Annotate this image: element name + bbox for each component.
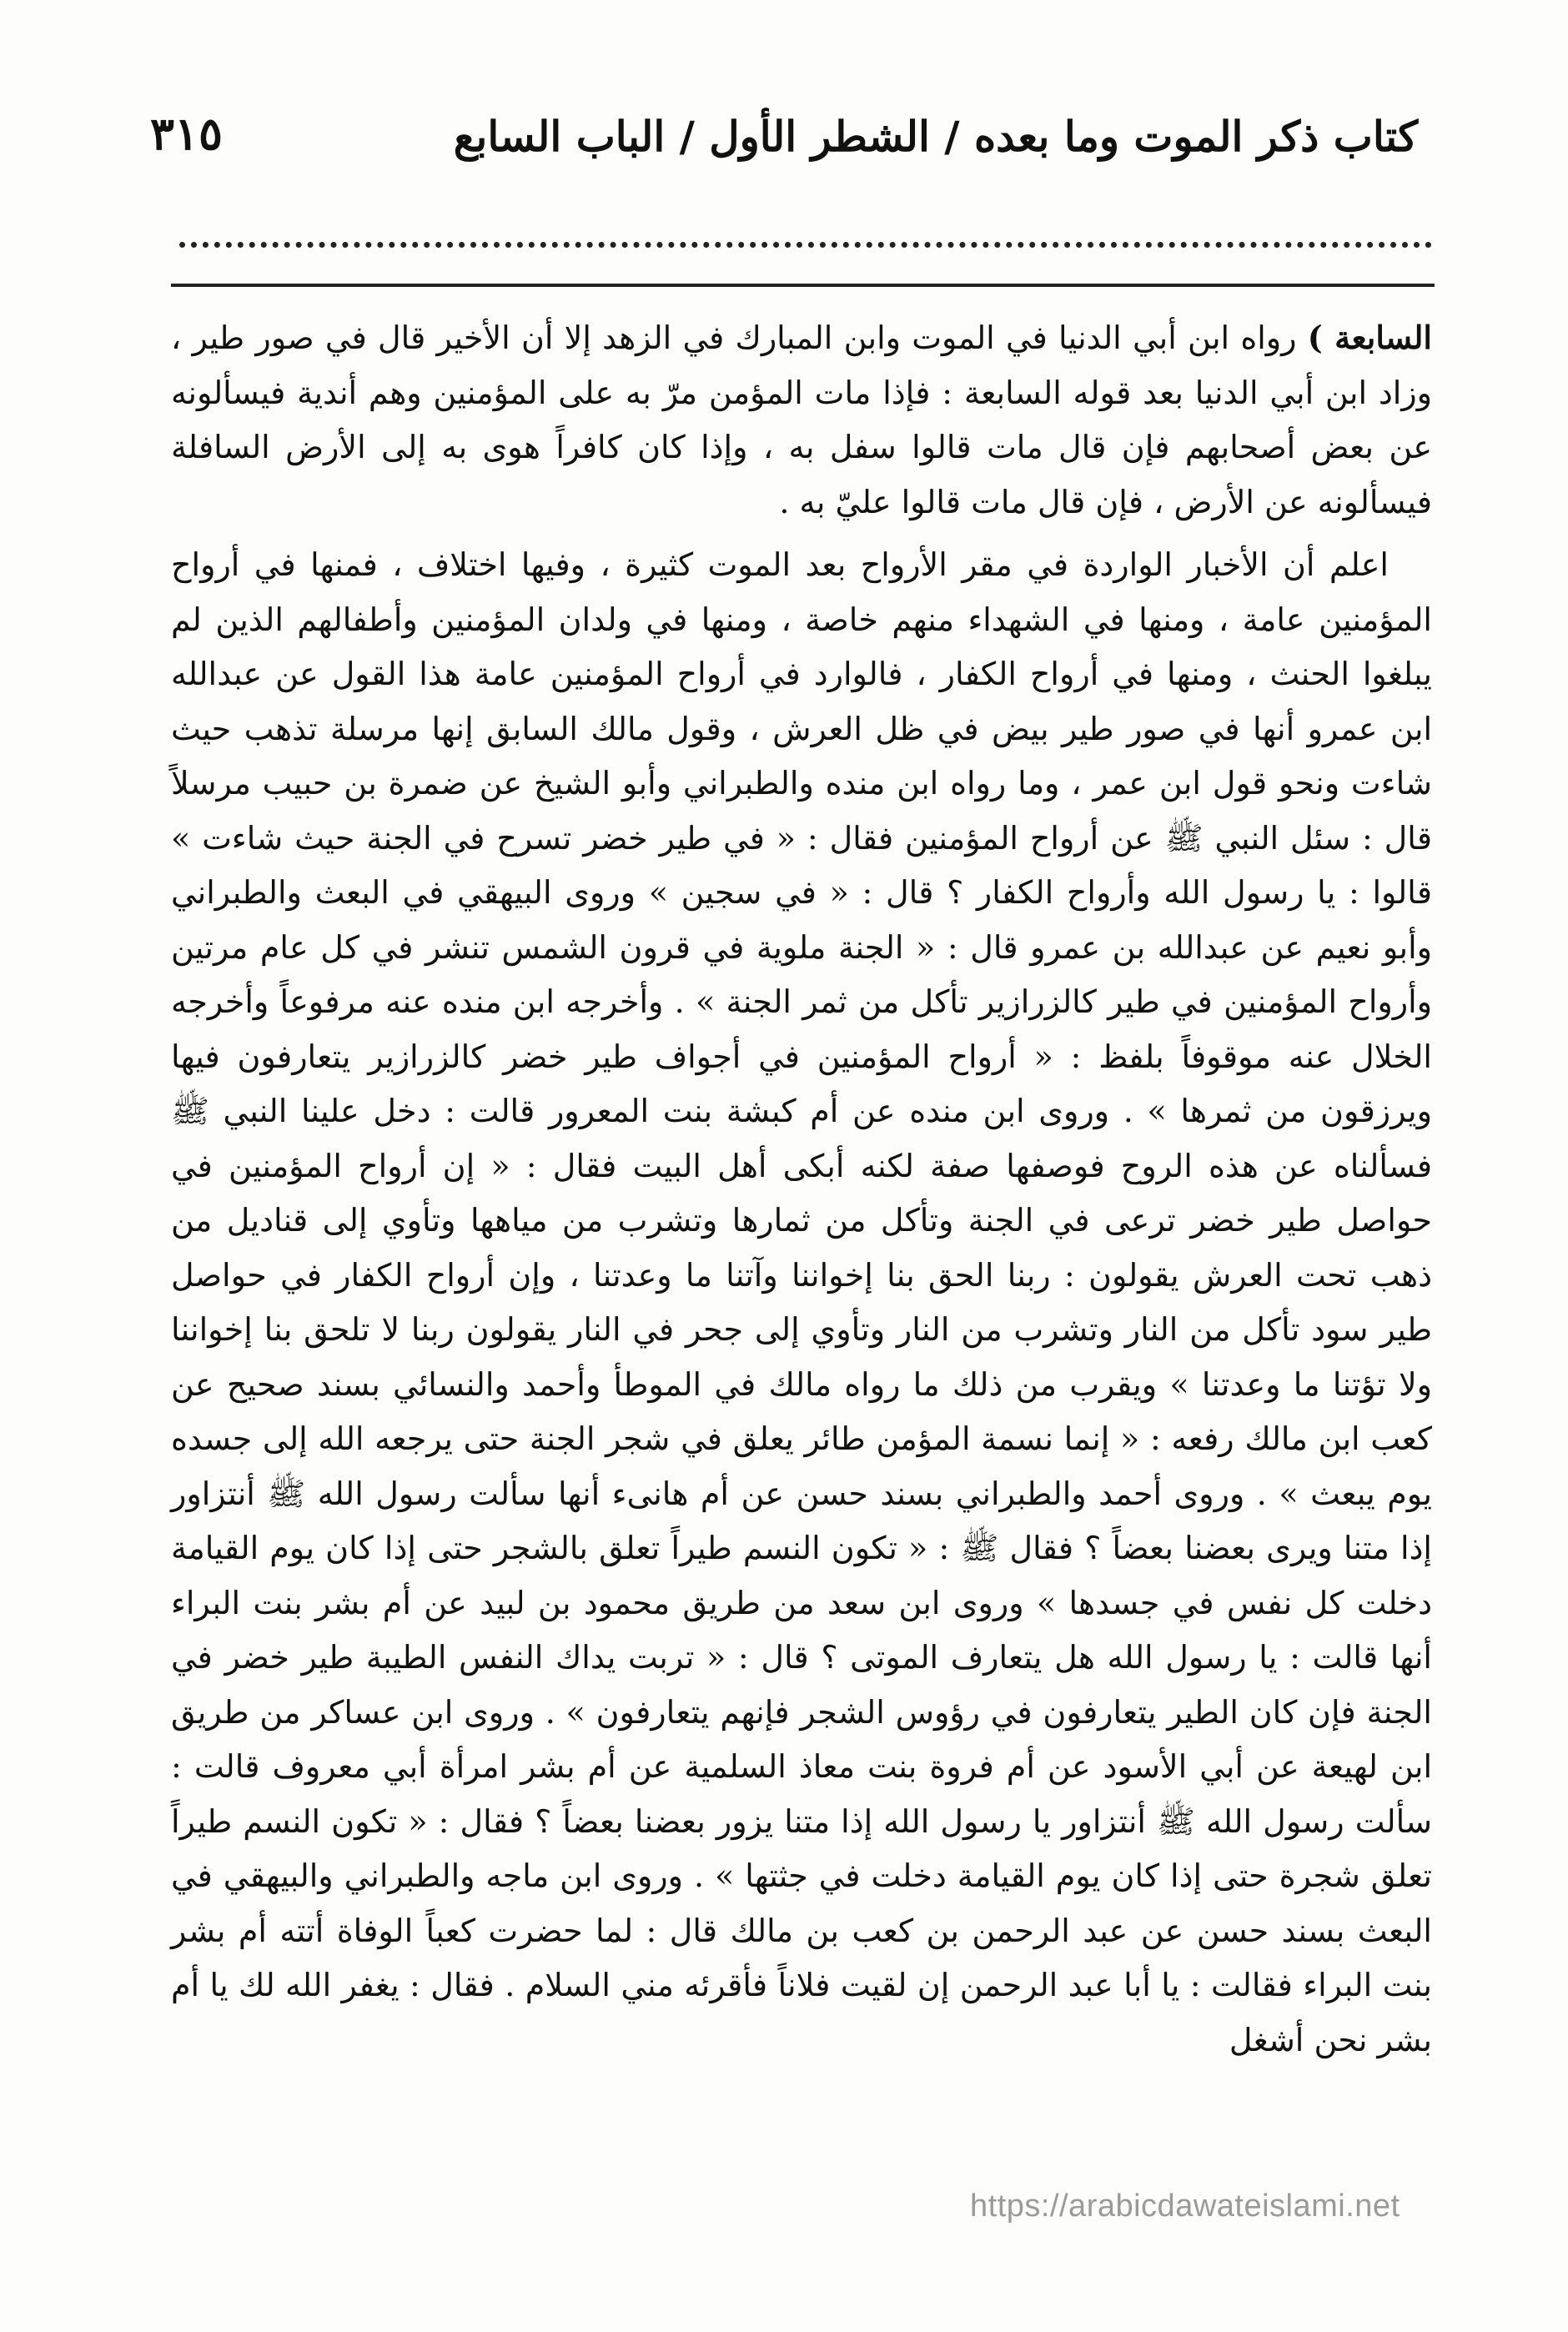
watermark-url: https://arabicdawateislami.net — [970, 2189, 1400, 2224]
solid-divider — [171, 284, 1435, 287]
dotted-divider — [179, 242, 1432, 248]
running-title: كتاب ذكر الموت وما بعده / الشطر الأول / الباب السابع — [453, 112, 1418, 161]
paragraph-1-text: رواه ابن أبي الدنيا في الموت وابن المبارك في الزهد إلا أن الأخير قال في صور طير ، وزاد ابن أبي الدنيا بعد قوله السابعة : فإذا مات المؤمن مرّ به على المؤمنين وهم أندية فيسألونه عن بعض أصحابهم فإن قال مات قالوا سفل به ، وإذا كان كافراً هوى به إلى الأرض السافلة فيسألونه عن الأرض ، فإن قال مات قالوا عليّ به . — [171, 319, 1432, 520]
body-text — [171, 310, 1432, 2068]
paragraph-1 — [171, 310, 1432, 530]
paragraph-2: اعلم أن الأخبار الواردة في مقر الأرواح بعد الموت كثيرة ، وفيها اختلاف ، فمنها في أرواح المؤمنين عامة ، ومنها في الشهداء منهم خاصة ، ومنها في ولدان المؤمنين وأطفالهم الذين لم يبلغوا الحنث ، ومنها في أرواح الكفار ، فالوارد في أرواح المؤمنين عامة هذا القول عن عبدالله ابن عمرو أنها في صور طير بيض في ظل العرش ، وقول مالك السابق إنها مرسلة تذهب حيث شاءت ونحو قول ابن عمر ، وما رواه ابن منده والطبراني وأبو الشيخ عن ضمرة بن حبيب مرسلاً قال : سئل النبي ﷺ عن أرواح المؤمنين فقال : « في طير خضر تسرح في الجنة حيث شاءت » قالوا : يا رسول الله وأرواح الكفار ؟ قال : « في سجين » وروى البيهقي في البعث والطبراني وأبو نعيم عن عبدالله بن عمرو قال : « الجنة ملوية في قرون الشمس تنشر في كل عام مرتين وأرواح المؤمنين في طير كالزرازير تأكل من ثمر الجنة » . وأخرجه ابن منده عنه مرفوعاً وأخرجه الخلال عنه موقوفاً بلفظ : « أرواح المؤمنين في أجواف طير خضر كالزرازير يتعارفون فيها ويرزقون من ثمرها » . وروى ابن منده عن أم كبشة بنت المعرور قالت : دخل علينا النبي ﷺ فسألناه عن هذه الروح فوصفها صفة لكنه أبكى أهل البيت فقال : « إن أرواح المؤمنين في حواصل طير خضر ترعى في الجنة وتأكل من ثمارها وتشرب من مياهها وتأوي إلى قناديل من ذهب تحت العرش يقولون : ربنا الحق بنا إخواننا وآتنا ما وعدتنا ، وإن أرواح الكفار في حواصل طير سود تأكل من النار وتشرب من النار وتأوي إلى جحر في النار يقولون ربنا لا تلحق بنا إخواننا ولا تؤتنا ما وعدتنا » ويقرب من ذلك ما رواه مالك في الموطأ وأحمد والنسائي بسند صحيح عن كعب ابن مالك رفعه : « إنما نسمة المؤمن طائر يعلق في شجر الجنة حتى يرجعه الله إلى جسده يوم يبعث » . وروى أحمد والطبراني بسند حسن عن أم هانىء أنها سألت رسول الله ﷺ أنتزاور إذا متنا ويرى بعضنا بعضاً ؟ فقال ﷺ : « تكون النسم طيراً تعلق بالشجر حتى إذا كان يوم القيامة دخلت كل نفس في جسدها » وروى ابن سعد من طريق محمود بن لبيد عن أم بشر بنت البراء أنها قالت : يا رسول الله هل يتعارف الموتى ؟ قال : « تربت يداك النفس الطيبة طير خضر في الجنة فإن كان الطير يتعارفون في رؤوس الشجر فإنهم يتعارفون » . وروى ابن عساكر من طريق ابن لهيعة عن أبي الأسود عن أم فروة بنت معاذ السلمية عن أم بشر امرأة أبي معروف قالت : سألت رسول الله ﷺ أنتزاور يا رسول الله إذا متنا يزور بعضنا بعضاً ؟ فقال : « تكون النسم طيراً تعلق شجرة حتى إذا كان يوم القيامة دخلت في جثتها » . وروى ابن ماجه والطبراني والبيهقي في البعث بسند حسن عن عبد الرحمن بن كعب بن مالك قال : لما حضرت كعباً الوفاة أتته أم بشر بنت البراء فقالت : يا أبا عبد الرحمن إن لقيت فلاناً فأقرئه مني السلام . فقال : يغفر الله لك يا أم بشر نحن أشغل — [171, 546, 1433, 2058]
paragraph-1-lead: السابعة ) — [1307, 319, 1432, 356]
page-header — [150, 107, 1418, 182]
page-number: ٣١٥ — [150, 107, 224, 160]
